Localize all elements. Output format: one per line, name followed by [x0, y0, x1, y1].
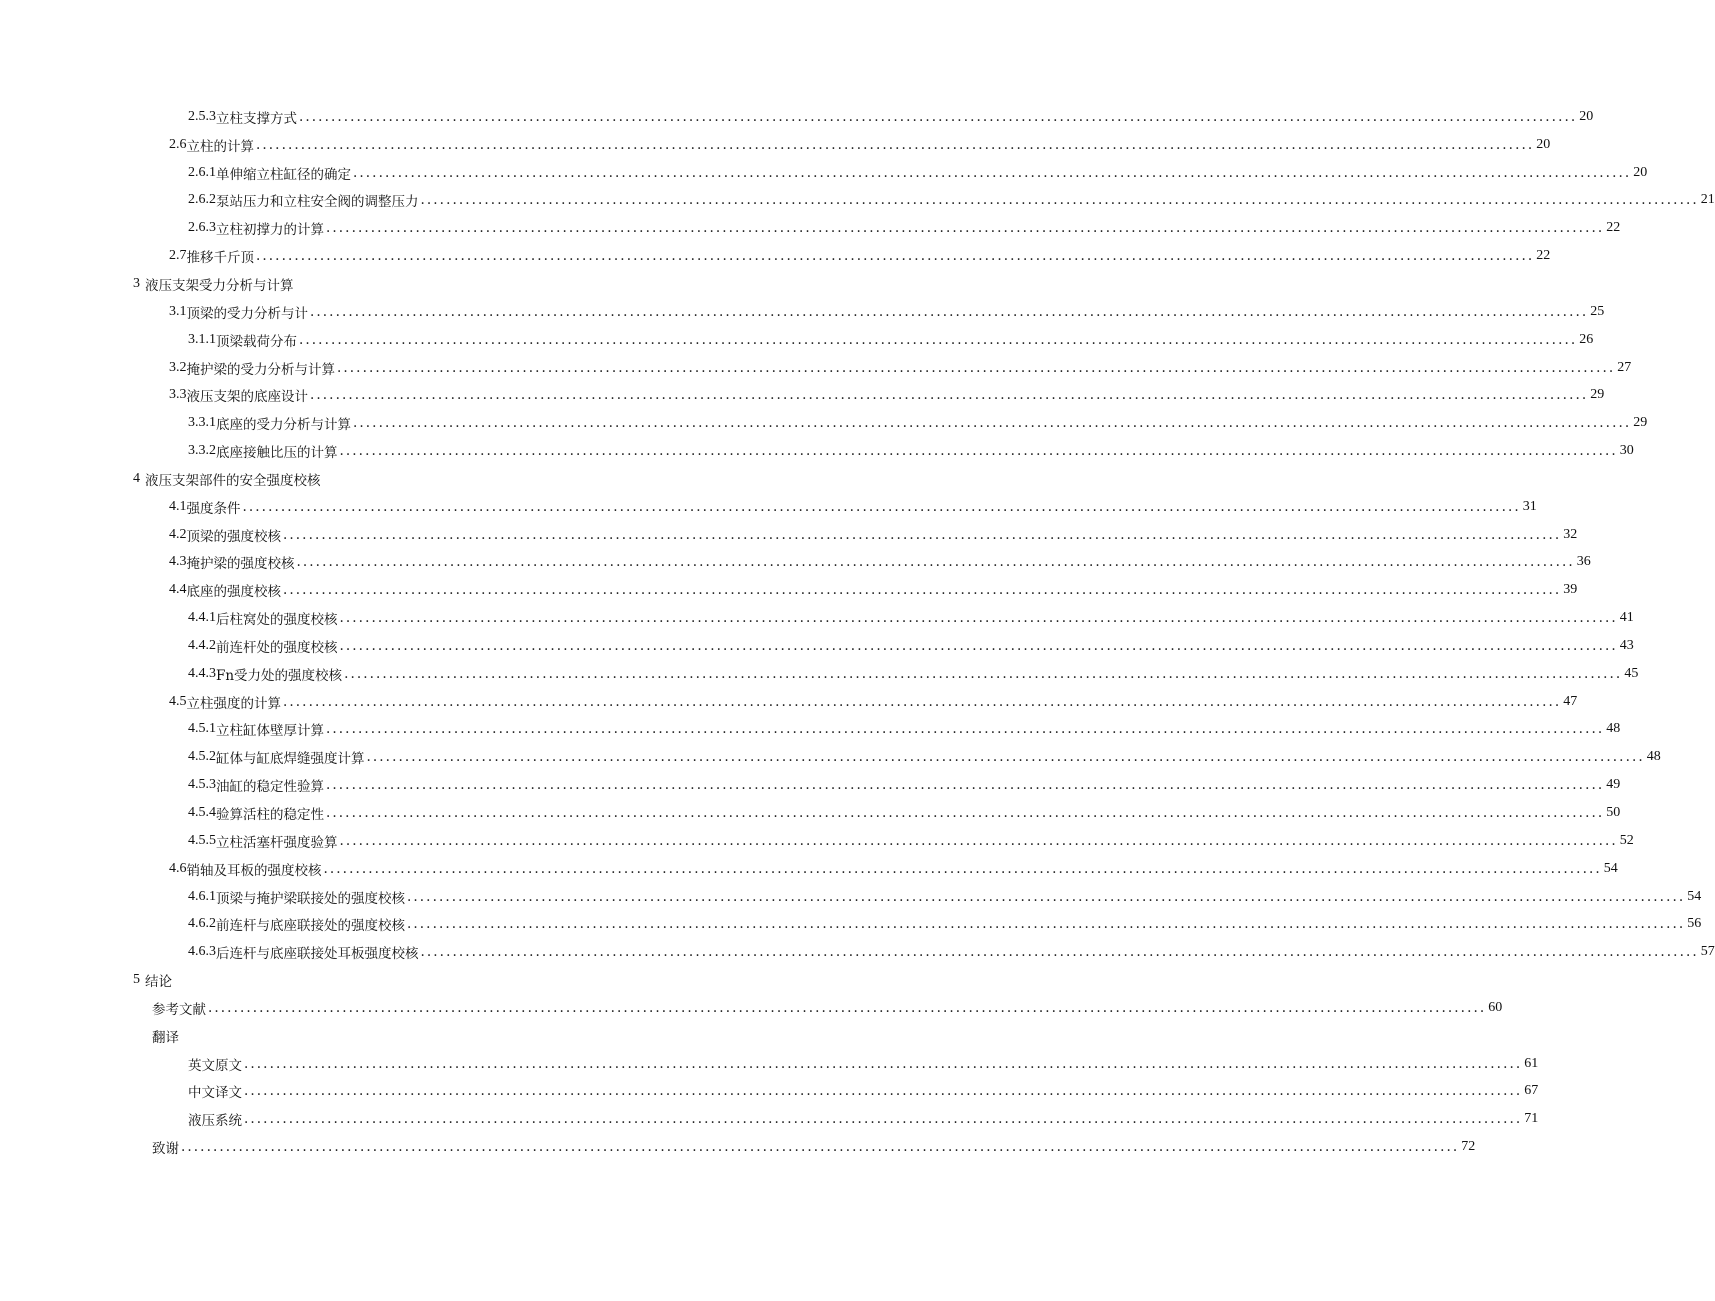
toc-entry-title: 顶梁的受力分析与计: [186, 305, 308, 322]
toc-entry-leader: ........................................................................................................................................................................................................: [208, 999, 1487, 1016]
toc-entry[interactable]: [0, 771, 1621, 799]
toc-entry-number: 4.4.1: [188, 610, 216, 626]
toc-entry-leader: ........................................................................................................................................................................................................: [326, 805, 1605, 822]
toc-entry-number: 4.5: [169, 693, 187, 709]
toc-entry-title: 强度条件: [186, 500, 241, 517]
toc-entry[interactable]: [0, 521, 1578, 549]
toc-entry-title: 立柱初撑力的计算: [216, 222, 324, 239]
toc-entry-title: 立柱缸体壁厚计算: [216, 723, 324, 740]
toc-entry-leader: ........................................................................................................................................................................................................: [337, 359, 1616, 376]
toc-entry-leader: ........................................................................................................................................................................................................: [283, 582, 1562, 599]
toc-entry-page: 20: [1633, 164, 1648, 180]
toc-entry[interactable]: [0, 688, 1578, 716]
toc-entry-title: 翻译: [152, 1029, 179, 1046]
toc-entry-leader: ........................................................................................................................................................................................................: [339, 610, 1618, 627]
toc-entry-leader: ........................................................................................................................................................................................................: [353, 164, 1632, 181]
toc-entry-title: 液压支架部件的安全强度校核: [145, 472, 321, 489]
toc-entry-number: 4.4.2: [188, 637, 216, 653]
toc-entry[interactable]: [0, 1050, 1539, 1078]
toc-entry-page: 32: [1563, 526, 1578, 542]
toc-entry[interactable]: [0, 966, 920, 994]
toc-entry[interactable]: [0, 938, 1715, 966]
toc-entry[interactable]: [0, 632, 1634, 660]
toc-entry-number: 4.5.2: [188, 749, 216, 765]
toc-entry-title: 底座的受力分析与计算: [216, 417, 351, 434]
toc-entry-title: 前连杆与底座联接处的强度校核: [216, 918, 405, 935]
toc-entry-number: 4.6.3: [188, 944, 216, 960]
toc-entry[interactable]: [0, 743, 1661, 771]
toc-entry-number: 4.6.2: [188, 916, 216, 932]
toc-entry-page: 27: [1617, 359, 1632, 375]
toc-entry-title: 销轴及耳板的强度校核: [186, 862, 322, 879]
toc-entry[interactable]: [0, 187, 1715, 215]
toc-entry-number: 4.3: [169, 554, 187, 570]
toc-entry-leader: ........................................................................................................................................................................................................: [323, 860, 1602, 877]
toc-entry-leader: ........................................................................................................................................................................................................: [326, 721, 1605, 738]
toc-entry-leader: ........................................................................................................................................................................................................: [344, 665, 1623, 682]
toc-entry-page: 71: [1524, 1111, 1539, 1127]
toc-entry-title: 立柱支撑方式: [216, 110, 297, 127]
toc-entry-leader: ........................................................................................................................................................................................................: [256, 248, 1535, 265]
toc-entry[interactable]: [0, 827, 1634, 855]
toc-entry-page: 57: [1700, 944, 1715, 960]
toc-entry-leader: ........................................................................................................................................................................................................: [326, 777, 1605, 794]
toc-entry-leader: ........................................................................................................................................................................................................: [244, 1111, 1523, 1128]
toc-entry-leader: ........................................................................................................................................................................................................: [407, 916, 1686, 933]
toc-entry-number: 4.1: [169, 498, 187, 514]
toc-entry-page: 31: [1522, 498, 1537, 514]
toc-entry-title: 顶梁的强度校核: [186, 528, 281, 545]
toc-entry-page: 61: [1524, 1055, 1539, 1071]
toc-entry-title: 液压支架的底座设计: [186, 389, 308, 406]
toc-entry-page: 52: [1619, 832, 1634, 848]
toc-entry-leader: ........................................................................................................................................................................................................: [353, 415, 1632, 432]
toc-entry-number: 2.6: [169, 136, 187, 152]
toc-entry[interactable]: [0, 799, 1621, 827]
toc-entry-number: 3: [133, 275, 140, 291]
toc-entry-leader: ........................................................................................................................................................................................................: [181, 1139, 1460, 1156]
toc-entry[interactable]: [0, 465, 920, 493]
toc-entry-title: 前连杆处的强度校核: [216, 639, 338, 656]
toc-entry-page: 45: [1624, 665, 1639, 681]
toc-entry-number: 4.4: [169, 582, 187, 598]
toc-entry-leader: ........................................................................................................................................................................................................: [339, 443, 1618, 460]
toc-entry-leader: ........................................................................................................................................................................................................: [366, 749, 1645, 766]
toc-entry-page: 60: [1488, 999, 1503, 1015]
toc-entry[interactable]: [0, 1022, 920, 1050]
toc-entry-title: 参考文献: [152, 1001, 206, 1018]
toc-entry[interactable]: [0, 493, 1537, 521]
toc-entry[interactable]: [0, 994, 1503, 1022]
toc-entry-leader: ........................................................................................................................................................................................................: [299, 108, 1578, 125]
toc-entry-title: 验算活柱的稳定性: [216, 807, 324, 824]
toc-entry-number: 2.6.1: [188, 164, 216, 180]
toc-entry-leader: ........................................................................................................................................................................................................: [283, 693, 1562, 710]
toc-entry-title: 底座的强度校核: [186, 584, 281, 601]
toc-entry-number: 2.6.3: [188, 220, 216, 236]
toc-entry[interactable]: [0, 437, 1634, 465]
toc-entry-number: 3.3.2: [188, 443, 216, 459]
toc-entry[interactable]: [0, 298, 1605, 326]
toc-entry-title: 推移千斤顶: [186, 250, 254, 267]
toc-entry-number: 4.5.1: [188, 721, 216, 737]
toc-entry-number: 4: [133, 470, 140, 486]
toc-entry-title: 后连杆与底座联接处耳板强度校核: [216, 946, 419, 963]
toc-entry[interactable]: [0, 326, 1594, 354]
toc-entry-title: Fn受力处的强度校核: [216, 667, 343, 684]
toc-entry[interactable]: [0, 409, 1648, 437]
toc-entry-page: 43: [1619, 637, 1634, 653]
toc-entry-page: 56: [1687, 916, 1702, 932]
toc-entry-page: 29: [1590, 387, 1605, 403]
toc-entry-page: 25: [1590, 303, 1605, 319]
toc-entry-page: 72: [1461, 1139, 1476, 1155]
toc-entry-title: 中文译文: [188, 1085, 242, 1102]
toc-entry-leader: ........................................................................................................................................................................................................: [256, 136, 1535, 153]
toc-entry[interactable]: [0, 270, 920, 298]
toc-entry[interactable]: [0, 855, 1618, 883]
toc-entry-number: 2.7: [169, 248, 187, 264]
toc-entry-leader: ........................................................................................................................................................................................................: [296, 554, 1575, 571]
toc-entry-leader: ........................................................................................................................................................................................................: [407, 888, 1686, 905]
toc-entry-title: 英文原文: [188, 1057, 242, 1074]
toc-entry-page: 22: [1606, 220, 1621, 236]
toc-entry-number: 3.3.1: [188, 415, 216, 431]
toc-entry-page: 29: [1633, 415, 1648, 431]
toc-entry-page: 50: [1606, 805, 1621, 821]
toc-entry[interactable]: [0, 131, 1551, 159]
toc-entry-leader: ........................................................................................................................................................................................................: [244, 1055, 1523, 1072]
toc-entry-leader: ........................................................................................................................................................................................................: [420, 192, 1699, 209]
toc-entry-number: 4.5.3: [188, 777, 216, 793]
toc-entry-title: 顶梁与掩护梁联接处的强度校核: [216, 890, 405, 907]
toc-entry[interactable]: [0, 1133, 1476, 1161]
toc-entry-title: 结论: [145, 974, 172, 991]
toc-entry[interactable]: [0, 1105, 1539, 1133]
toc-entry-page: 36: [1576, 554, 1591, 570]
toc-entry-number: 3.1.1: [188, 331, 216, 347]
toc-entry-title: 单伸缩立柱缸径的确定: [216, 166, 351, 183]
toc-entry[interactable]: [0, 910, 1702, 938]
toc-entry-page: 41: [1619, 610, 1634, 626]
toc-entry-page: 48: [1646, 749, 1661, 765]
toc-entry-leader: ........................................................................................................................................................................................................: [242, 498, 1521, 515]
toc-entry-leader: ........................................................................................................................................................................................................: [310, 387, 1589, 404]
toc-entry-page: 47: [1563, 693, 1578, 709]
toc-entry[interactable]: [0, 354, 1632, 382]
toc-entry[interactable]: [0, 242, 1551, 270]
toc-entry-page: 30: [1619, 443, 1634, 459]
toc-entry-title: 立柱活塞杆强度验算: [216, 834, 338, 851]
toc-entry-title: 底座接触比压的计算: [216, 445, 338, 462]
toc-entry-number: 4.6.1: [188, 888, 216, 904]
toc-entry-number: 3.3: [169, 387, 187, 403]
toc-entry-page: 20: [1536, 136, 1551, 152]
toc-entry-leader: ........................................................................................................................................................................................................: [283, 526, 1562, 543]
table-of-contents: [0, 103, 1715, 1161]
toc-entry-leader: ........................................................................................................................................................................................................: [326, 220, 1605, 237]
toc-entry-title: 油缸的稳定性验算: [216, 779, 324, 796]
toc-entry[interactable]: [0, 660, 1639, 688]
toc-entry-page: 48: [1606, 721, 1621, 737]
toc-entry[interactable]: [0, 604, 1634, 632]
toc-entry-number: 2.5.3: [188, 108, 216, 124]
toc-entry-title: 立柱强度的计算: [186, 695, 281, 712]
toc-entry[interactable]: [0, 549, 1591, 577]
toc-entry-number: 4.5.5: [188, 832, 216, 848]
toc-entry-page: 54: [1603, 860, 1618, 876]
toc-entry-number: 5: [133, 972, 140, 988]
toc-entry-title: 致谢: [152, 1141, 179, 1158]
toc-entry[interactable]: [0, 214, 1621, 242]
toc-entry-title: 液压系统: [188, 1113, 242, 1130]
toc-entry-leader: ........................................................................................................................................................................................................: [339, 832, 1618, 849]
toc-entry-leader: ........................................................................................................................................................................................................: [299, 331, 1578, 348]
toc-entry-page: 49: [1606, 777, 1621, 793]
toc-entry[interactable]: [0, 103, 1594, 131]
toc-entry-number: 4.2: [169, 526, 187, 542]
toc-entry-page: 21: [1700, 192, 1715, 208]
toc-entry-number: 3.2: [169, 359, 187, 375]
toc-entry-title: 掩护梁的受力分析与计算: [186, 361, 335, 378]
toc-entry-title: 顶梁载荷分布: [216, 333, 297, 350]
toc-entry-page: 20: [1579, 108, 1594, 124]
toc-entry[interactable]: [0, 883, 1702, 911]
toc-entry[interactable]: [0, 159, 1648, 187]
toc-entry-number: 2.6.2: [188, 192, 216, 208]
toc-entry[interactable]: [0, 576, 1578, 604]
toc-entry-title: 泵站压力和立柱安全阀的调整压力: [216, 194, 419, 211]
toc-entry-page: 67: [1524, 1083, 1539, 1099]
toc-entry-leader: ........................................................................................................................................................................................................: [310, 303, 1589, 320]
toc-entry-title: 立柱的计算: [186, 138, 254, 155]
toc-entry-page: 26: [1579, 331, 1594, 347]
toc-entry-title: 后柱窝处的强度校核: [216, 612, 338, 629]
toc-entry-number: 3.1: [169, 303, 187, 319]
toc-entry-title: 缸体与缸底焊缝强度计算: [216, 751, 365, 768]
toc-entry-page: 39: [1563, 582, 1578, 598]
toc-entry-number: 4.6: [169, 860, 187, 876]
toc-entry[interactable]: [0, 1078, 1539, 1106]
toc-entry[interactable]: [0, 381, 1605, 409]
toc-entry[interactable]: [0, 716, 1621, 744]
toc-entry-title: 掩护梁的强度校核: [186, 556, 295, 573]
toc-entry-leader: ........................................................................................................................................................................................................: [244, 1083, 1523, 1100]
toc-entry-leader: ........................................................................................................................................................................................................: [339, 637, 1618, 654]
toc-entry-page: 22: [1536, 248, 1551, 264]
toc-entry-number: 4.4.3: [188, 665, 216, 681]
toc-entry-number: 4.5.4: [188, 805, 216, 821]
toc-entry-page: 54: [1687, 888, 1702, 904]
toc-entry-leader: ........................................................................................................................................................................................................: [420, 944, 1699, 961]
toc-entry-title: 液压支架受力分析与计算: [145, 277, 294, 294]
